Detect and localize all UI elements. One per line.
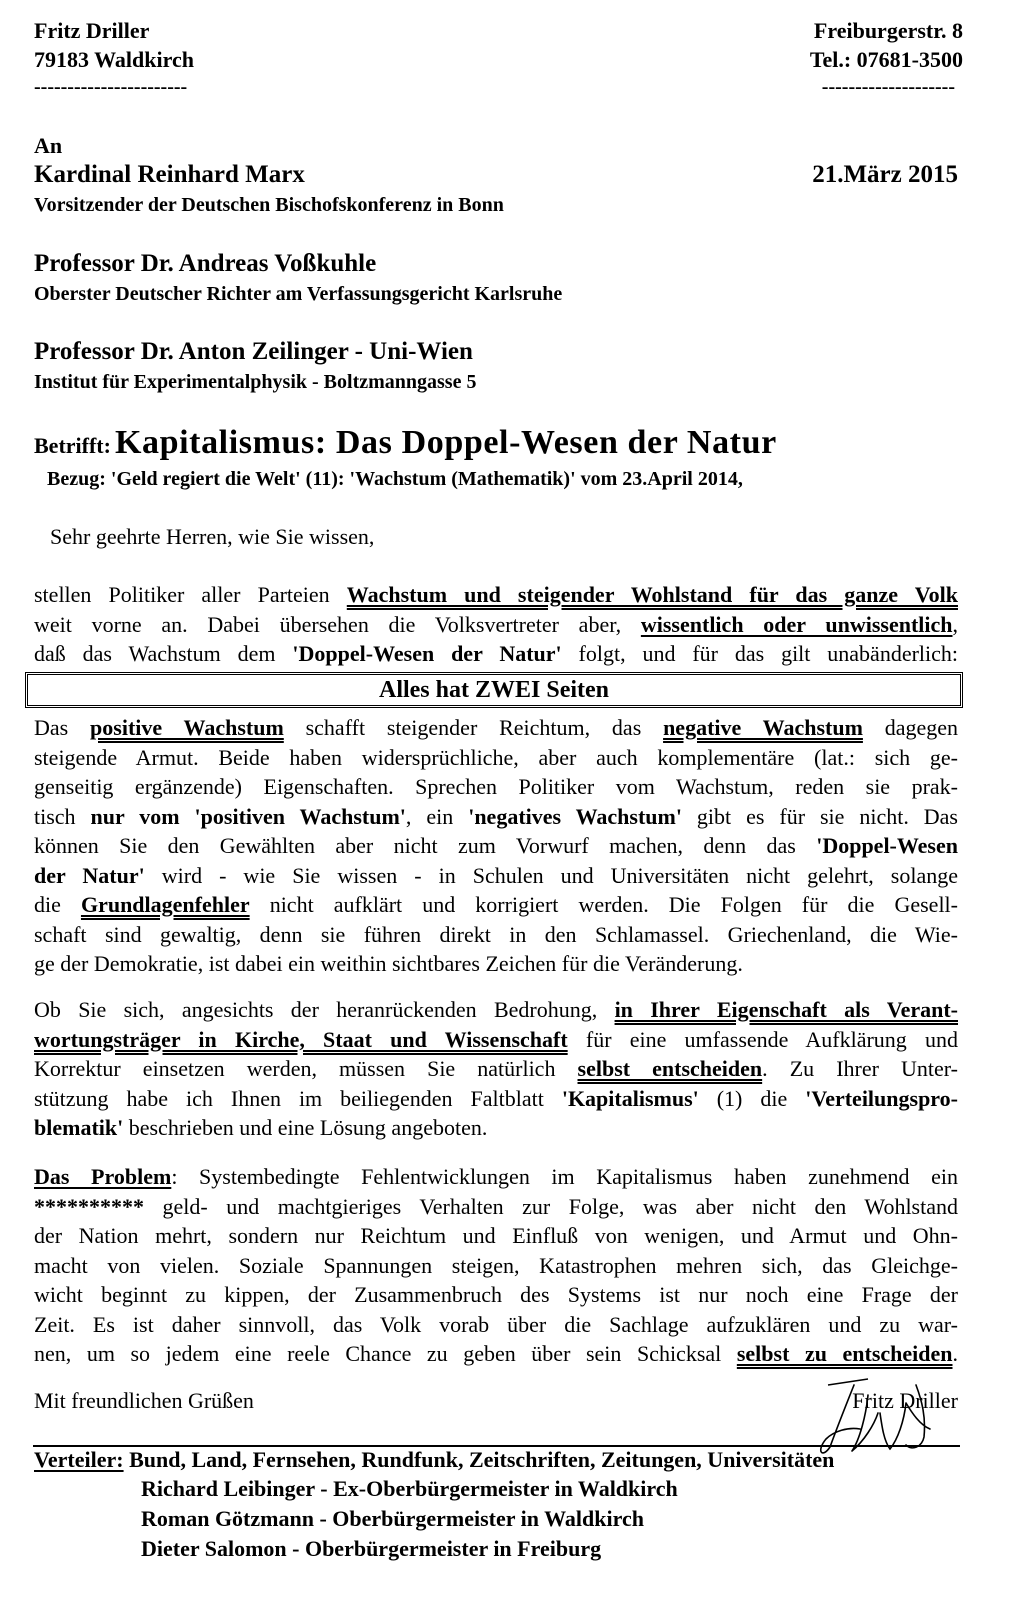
paragraph-4: Das Problem: Systembedingte Fehlentwicklungen im Kapitalismus haben zunehmend ein ********** geld- und machtgieriges Verhalten zur Folge, was aber nicht den Wohlstand der Nation mehrt, sondern nur Reichtum und Einfluß von wenigen, und Armut und Ohn- macht von vielen. Soziale Spannungen steigen, Katastrophen mehren sich, das Gleichge- wicht beginnt zu kippen, der Zusammenbruch des Systems ist nur noch eine Frage der Zeit. Es ist daher sinnvoll, das Volk vorab über die Sachlage aufzuklären und zu war- nen, um so jedem eine reele Chance zu geben über sein Schicksal selbst zu entscheiden. <box>34 1164 958 1366</box>
distribution-line-1: Verteiler: Bund, Land, Fernsehen, Rundfunk, Zeitschriften, Zeitungen, Universitäten <box>34 1447 835 1472</box>
sender-dashes-right: -------------------- <box>821 76 955 98</box>
sender-phone: Tel.: 07681-3500 <box>809 47 963 72</box>
signature-name: Fritz Driller <box>852 1388 958 1413</box>
subject-line <box>34 424 777 462</box>
recipient-2-role: Oberster Deutscher Richter am Verfassungsgericht Karlsruhe <box>34 283 563 305</box>
salutation: Sehr geehrte Herren, wie Sie wissen, <box>50 524 375 549</box>
sender-street: Freiburgerstr. 8 <box>813 18 963 43</box>
distribution-line-4: Dieter Salomon - Oberbürgermeister in Freiburg <box>141 1536 602 1561</box>
paragraph-3: Ob Sie sich, angesichts der heranrückenden Bedrohung, in Ihrer Eigenschaft als Verant- wortungsträger in Kirche, Staat und Wissenschaft für eine umfassende Aufklärung und Korrektur einsetzen werden, müssen Sie natürlich selbst entscheiden. Zu Ihrer Unter- stützung habe ich Ihnen im beiliegenden Faltblatt 'Kapitalismus' (1) die 'Verteilungspro- blematik' beschrieben und eine Lösung angeboten. <box>34 997 959 1140</box>
paragraph-2: Das positive Wachstum schafft steigender Reichtum, das negative Wachstum dagegen steigende Armut. Beide haben widersprüchliche, aber auch komplementäre (lat.: sich ge- genseitig ergänzende) Eigenschaften. Sprechen Politiker vom Wachstum, reden sie prak- tisch nur vom 'positiven Wachstum', ein 'negatives Wachstum' gibt es für sie nicht. Das können Sie den Gewählten aber nicht zum Vorwurf machen, denn das 'Doppel-Wesen der Natur' wird - wie Sie wissen - in Schulen und Universitäten nicht gelehrt, solange die Grundlagenfehler nicht aufklärt und korrigiert werden. Die Folgen für die Gesell- schaft sind gewaltig, denn sie führen direkt in den Schlamassel. Griechenland, die Wie- ge der Demokratie, ist dabei ein weithin sichtbares Zeichen für die Veränderung. <box>34 715 959 976</box>
sender-dashes-left: ----------------------- <box>34 76 188 98</box>
boxed-heading: Alles hat ZWEI Seiten <box>25 672 963 708</box>
recipient-2-name: Professor Dr. Andreas Voßkuhle <box>34 250 377 277</box>
recipient-3-role: Institut für Experimentalphysik - Boltzmanngasse 5 <box>34 371 477 393</box>
distribution-line-3: Roman Götzmann - Oberbürgermeister in Waldkirch <box>141 1506 644 1531</box>
reference-line: Bezug: 'Geld regiert die Welt' (11): 'Wachstum (Mathematik)' vom 23.April 2014, <box>47 468 743 490</box>
reference-title: 'Wachstum (Mathematik)' <box>349 468 576 490</box>
paragraph-1: stellen Politiker aller Parteien Wachstum und steigender Wohlstand für das ganze Volk weit vorne an. Dabei übersehen die Volksvertreter aber, wissentlich oder unwissentlich, daß das Wachstum dem 'Doppel-Wesen der Natur' folgt, und für das gilt unabänderlich: <box>34 582 959 666</box>
distribution-label: Verteiler: <box>34 1447 124 1472</box>
closing: Mit freundlichen Grüßen <box>34 1388 254 1413</box>
sender-city: 79183 Waldkirch <box>34 47 194 72</box>
letter-date: 21.März 2015 <box>812 161 958 188</box>
recipient-1-role: Vorsitzender der Deutschen Bischofskonferenz in Bonn <box>34 194 504 216</box>
subject-label: Betrifft: <box>34 433 111 458</box>
recipient-1-name: Kardinal Reinhard Marx <box>34 161 305 188</box>
reference-label: Bezug: <box>47 468 106 490</box>
sender-name: Fritz Driller <box>34 18 150 43</box>
distribution-line-2: Richard Leibinger - Ex-Oberbürgermeister in Waldkirch <box>141 1476 678 1501</box>
recipient-3-name: Professor Dr. Anton Zeilinger - Uni-Wien <box>34 338 473 365</box>
subject-title: Kapitalismus: Das Doppel-Wesen der Natur <box>114 424 777 461</box>
recipient-an: An <box>34 133 63 158</box>
